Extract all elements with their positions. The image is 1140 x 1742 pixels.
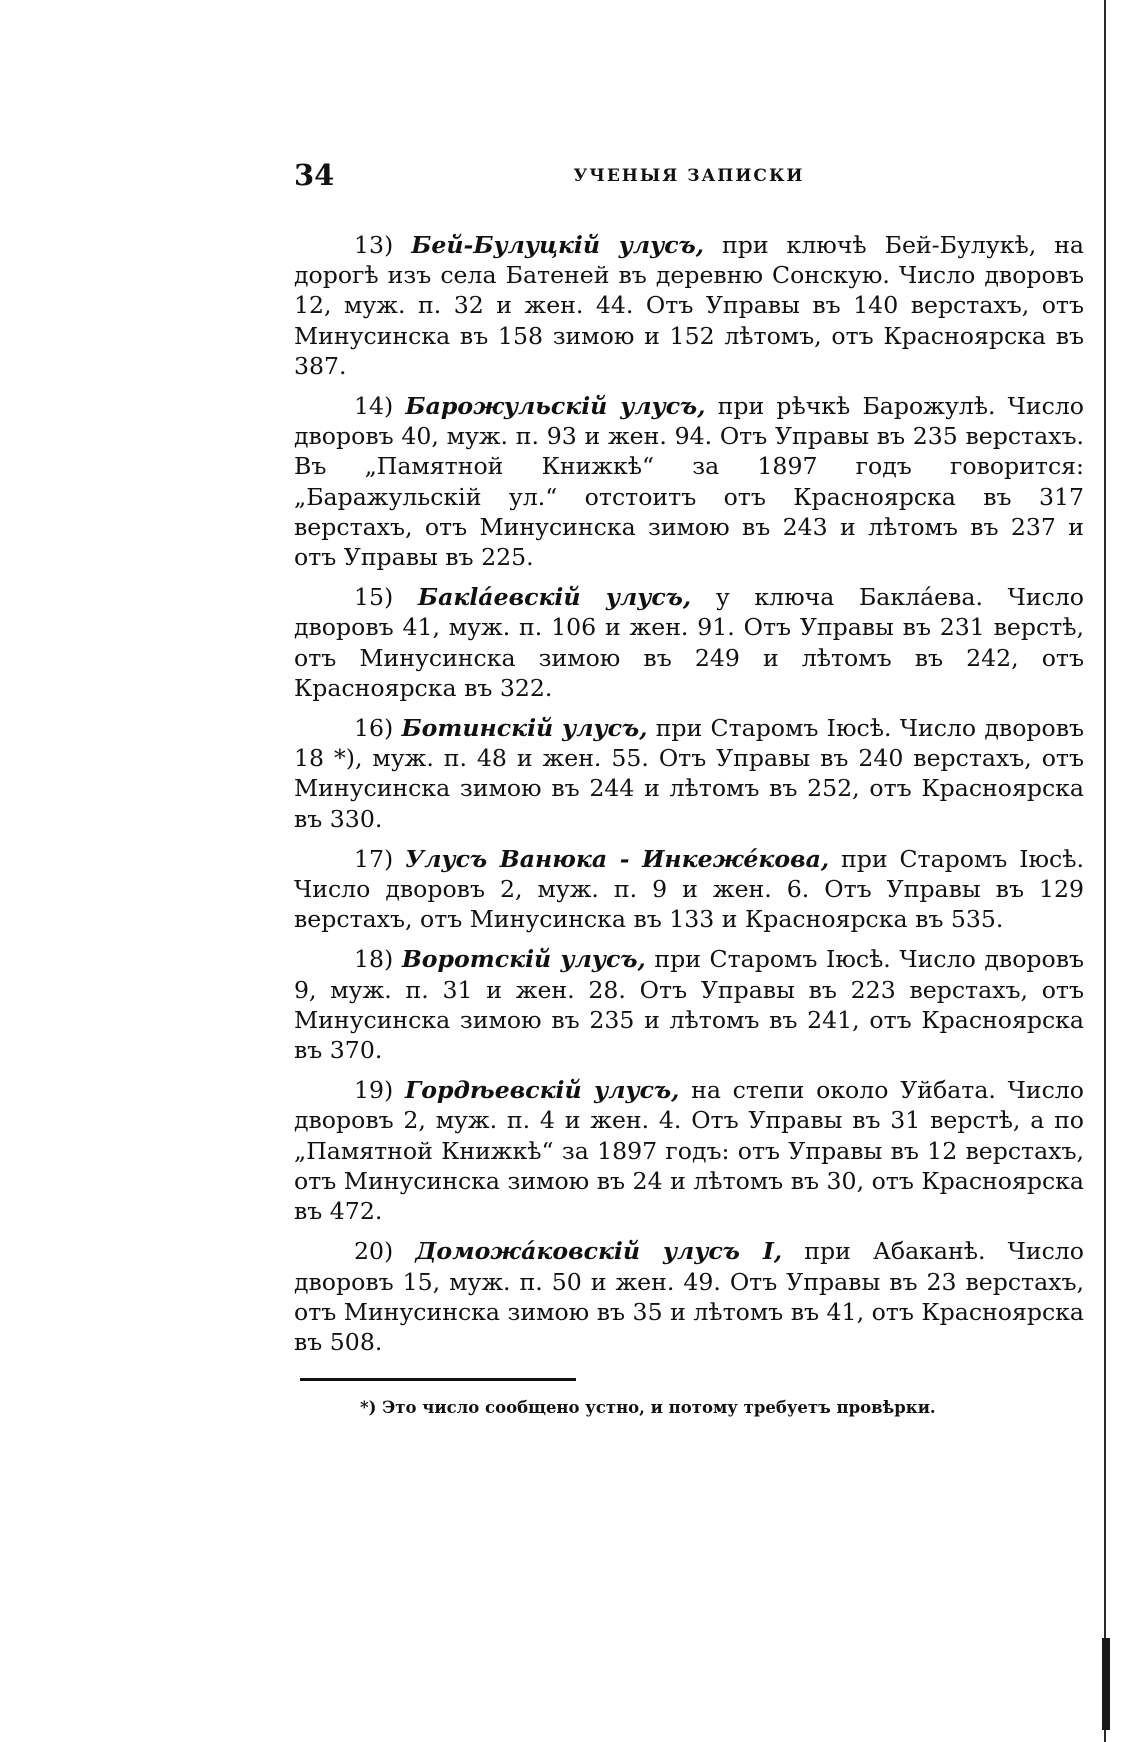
ulus-name: Ботинскій улусъ, — [401, 714, 648, 743]
entry-text: у ключа Баклáева. Число дворовъ 41, муж. п. 106 и жен. 91. Отъ Управы въ 231 верстѣ, отъ Минусинска зимою въ 249 и лѣтомъ въ 242, отъ Красноярска въ 322. — [294, 583, 1085, 702]
entry-text: при Абаканѣ. Число дворовъ 15, муж. п. 50 и жен. 49. Отъ Управы въ 23 верстахъ, отъ Минусинска зимою въ 35 и лѣтомъ въ 41, отъ Красноярска въ 508. — [294, 1237, 1084, 1356]
ulus-name: Воротскій улусъ, — [401, 945, 646, 974]
page-header — [294, 158, 1084, 198]
entry-text: при ключѣ Бей-Булукѣ, на дорогѣ изъ села Батеней въ деревню Сонскую. Число дворовъ 12, муж. п. 32 и жен. 44. Отъ Управы въ 140 верстахъ, отъ Минусинска въ 158 зимою и 152 лѣтомъ, отъ Красноярска въ 387. — [294, 231, 1084, 380]
ulus-name: Гордѣевскій улусъ, — [405, 1076, 680, 1105]
running-title: УЧЕНЫЯ ЗАПИСКИ — [573, 166, 805, 186]
entry-number: 17) — [354, 844, 394, 873]
entry-14 — [294, 391, 1084, 572]
entry-16 — [294, 713, 1084, 834]
entry-text: при Старомъ Іюсѣ. Число дворовъ 2, муж. п. 9 и жен. 6. Отъ Управы въ 129 верстахъ, отъ Минусинска въ 133 и Красноярска въ 535. — [294, 844, 1085, 934]
ulus-name: Улусъ Ванюка - Инкежéкова, — [405, 844, 830, 873]
entry-number: 16) — [354, 714, 394, 743]
entry-number: 18) — [354, 945, 394, 974]
entry-number: 14) — [354, 392, 394, 421]
entry-15 — [294, 582, 1084, 703]
body-text — [294, 230, 1084, 1357]
page-edge-line — [1104, 0, 1106, 1742]
ulus-name: Бей-Булуцкій улусъ, — [411, 231, 704, 259]
ulus-name: Барожульскій улусъ, — [405, 392, 706, 421]
entry-20 — [294, 1236, 1084, 1357]
entry-number: 19) — [354, 1076, 394, 1105]
entry-number: 13) — [354, 231, 394, 259]
entry-text: при Старомъ Іюсѣ. Число дворовъ 18 *), муж. п. 48 и жен. 55. Отъ Управы въ 240 верстахъ, отъ Минусинска зимою въ 244 и лѣтомъ въ 252, отъ Красноярска въ 330. — [294, 714, 1084, 833]
entry-text: при рѣчкѣ Барожулѣ. Число дворовъ 40, муж. п. 93 и жен. 94. Отъ Управы въ 235 верстахъ. Въ „Памятной Книжкѣ“ за 1897 годъ говорится: „Баражульскій ул.“ отстоитъ отъ Красноярска въ 317 верстахъ, отъ Минусинска зимою въ 243 и лѣтомъ въ 237 и отъ Управы въ 225. — [294, 392, 1085, 572]
page-number: 34 — [294, 158, 335, 192]
footnote-rule — [300, 1378, 576, 1381]
ulus-name: Доможáковскій улусъ I, — [415, 1237, 783, 1266]
entry-number: 20) — [354, 1237, 394, 1266]
entry-number: 15) — [354, 583, 394, 612]
entry-17 — [294, 844, 1084, 935]
entry-text: при Старомъ Іюсѣ. Число дворовъ 9, муж. п. 31 и жен. 28. Отъ Управы въ 223 верстахъ, отъ Минусинска зимою въ 235 и лѣтомъ въ 241, отъ Красноярска въ 370. — [294, 945, 1085, 1065]
entry-13 — [294, 230, 1084, 381]
ink-blot — [1102, 1638, 1110, 1730]
entry-text: на степи около Уйбата. Число дворовъ 2, муж. п. 4 и жен. 4. Отъ Управы въ 31 верстѣ, а по „Памятной Книжкѣ“ за 1897 годъ: отъ Управы въ 12 верстахъ, отъ Минусинска зимою въ 24 и лѣтомъ въ 30, отъ Красноярска въ 472. — [294, 1076, 1085, 1226]
ulus-name: Бакláевскій улусъ, — [417, 583, 692, 612]
entry-19 — [294, 1075, 1084, 1226]
footnote: *) Это число сообщено устно, и потому требуетъ провѣрки. — [360, 1398, 936, 1417]
entry-18 — [294, 944, 1084, 1065]
